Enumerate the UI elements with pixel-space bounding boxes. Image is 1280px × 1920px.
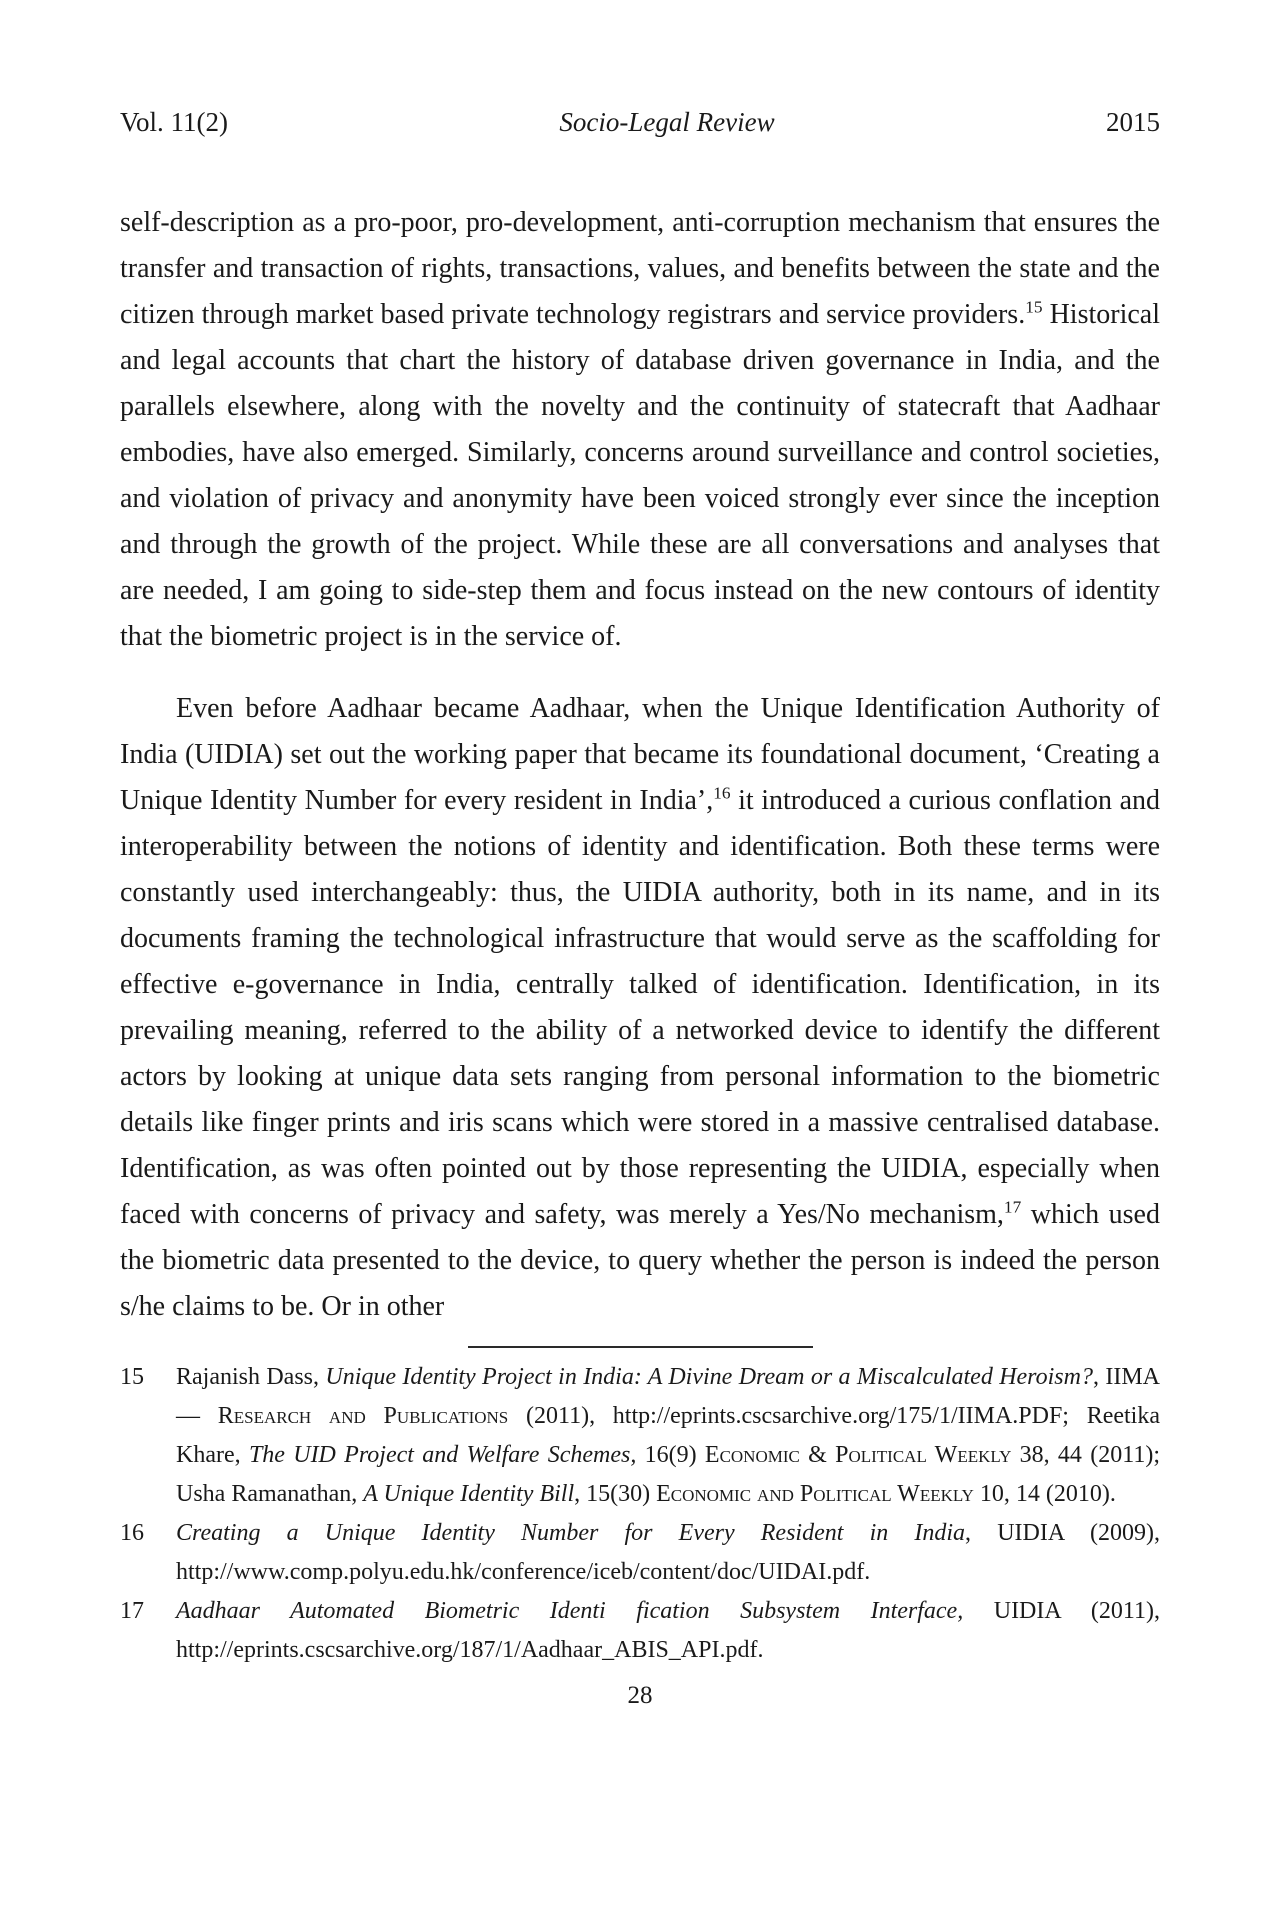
year-label: 2015 — [1106, 107, 1160, 137]
footnote-separator — [468, 1346, 813, 1348]
footnote-number: 15 — [120, 1364, 144, 1390]
page — [120, 0, 1160, 1710]
body-paragraph-1: self-description as a pro-poor, pro-development, anti-corruption mechanism that ensures the transfer and transaction of rights, transactions, values, and benefits between the state and the citizen through market based private technology registrars and service providers.$^{15}$ Historical and legal accounts that chart the history of database driven governance in India, and the parallels elsewhere, along with the novelty and the continuity of statecraft that Aadhaar embodies, have also emerged. Similarly, concerns around surveillance and control societies, and violation of privacy and anonymity have been voiced strongly ever since the inception and through the growth of the project. While these are all conversations and analyses that are needed, I am going to side-step them and focus instead on the new contours of identity that the biometric project is in the service of. — [120, 207, 1160, 652]
footnote-text: Rajanish Dass, Unique Identity Project in India: A Divine Dream or a Miscalculated Heroism?, IIMA — Research and Publications (2011), http://eprints.cscsarchive.org/175/1/IIMA.PDF; Reetika Khare, The UID Project and Welfare Schemes, 16(9) Economic & Political Weekly 38, 44 (2011); Usha Ramanathan, A Unique Identity Bill, 15(30) Economic and Political Weekly 10, 14 (2010). — [176, 1364, 1161, 1507]
footnote-text: Creating a Unique Identity Number for Every Resident in India, UIDIA (2009), http://www.comp.polyu.edu.hk/conference/iceb/content/doc/UIDAI.pdf. — [176, 1520, 1160, 1585]
footnote-number: 17 — [120, 1598, 144, 1624]
journal-title: Socio-Legal Review — [559, 107, 775, 137]
footnotes — [120, 1358, 1160, 1670]
body-paragraph-2: Even before Aadhaar became Aadhaar, when the Unique Identification Authority of India (UIDIA) set out the working paper that became its foundational document, ‘Creating a Unique Identity Number for every resident in India’,$^{16}$ it introduced a curious conflation and interoperability between the notions of identity and identification. Both these terms were constantly used interchangeably: thus, the UIDIA authority, both in its name, and in its documents framing the technological infrastructure that would serve as the scaffolding for effective e-governance in India, centrally talked of identification. Identification, in its prevailing meaning, referred to the ability of a networked device to identify the different actors by looking at unique data sets ranging from personal information to the biometric details like finger prints and iris scans which were stored in a massive centralised database. Identification, as was often pointed out by those representing the UIDIA, especially when faced with concerns of privacy and safety, was merely a Yes/No mechanism,$^{17}$ which used the biometric data presented to the device, to query whether the person is indeed the person s/he claims to be. Or in other — [120, 693, 1160, 1322]
footnote-15 — [120, 1358, 1160, 1514]
volume-label: Vol. 11(2) — [120, 107, 228, 137]
article-body — [120, 200, 1160, 1330]
footnote-text: Aadhaar Automated Biometric Identi fication Subsystem Interface, UIDIA (2011), http://eprints.cscsarchive.org/187/1/Aadhaar_ABIS_API.pdf. — [176, 1598, 1161, 1663]
footnote-16 — [120, 1514, 1160, 1592]
page-header — [120, 102, 1160, 142]
footnote-number: 16 — [120, 1520, 144, 1546]
page-number: 28 — [627, 1682, 653, 1709]
footnote-17 — [120, 1592, 1160, 1670]
